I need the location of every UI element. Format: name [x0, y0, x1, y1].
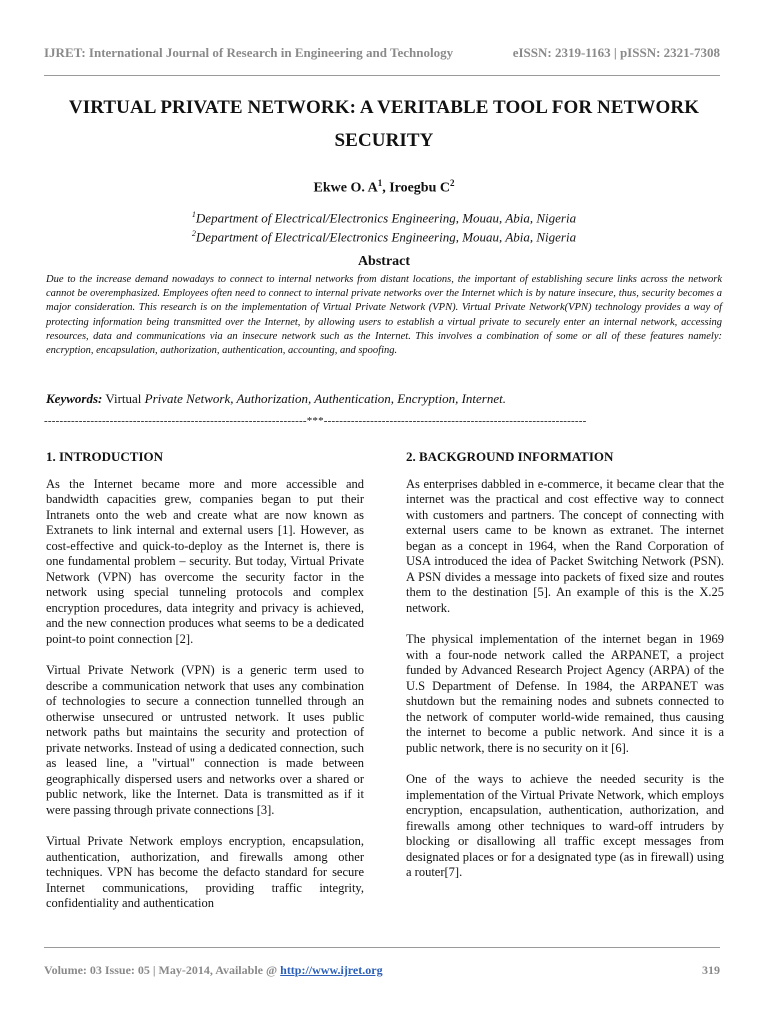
keywords-text-a: Virtual: [102, 391, 142, 406]
background-paragraph-3: One of the ways to achieve the needed security is the implementation of the Virtual Private Network, which employs encryption, encapsulation, authentication, authorization, and firewalls among other techniques to ward-off intruders by blocking or disallowing all traffic except messages from designated places or for a designated type (as in firewall) using a router[7].: [406, 772, 724, 879]
affiliation-1-sup: 1: [191, 210, 196, 219]
affiliation-2-text: Department of Electrical/Electronics Engineering, Mouau, Abia, Nigeria: [195, 229, 577, 245]
affiliation-1-text: Department of Electrical/Electronics Engineering, Mouau, Abia, Nigeria: [195, 210, 577, 226]
author-1-name: Ekwe O. A: [313, 180, 378, 196]
introduction-paragraph-3: Virtual Private Network employs encryption, encapsulation, authentication, authorization, and firewalls among other techniques. VPN has become the defacto standard for secure Internet communications, providing traffic integrity, confidentiality and authentication: [46, 834, 364, 910]
footer-volume: [44, 963, 383, 978]
left-column: [46, 449, 364, 928]
affiliation-1: [44, 207, 724, 226]
paper-title: VIRTUAL PRIVATE NETWORK: A VERITABLE TOOL FOR NETWORK SECURITY: [68, 97, 700, 151]
journal-name: IJRET: International Journal of Research in Engineering and Technology: [44, 45, 454, 60]
introduction-paragraph-1: As the Internet became more and more accessible and bandwidth capacities grew, companies began to put their Intranets onto the web and create what are now known as Extranets to link internal and external users [1]. However, as cost-effective and quick-to-deploy as the Internet is, there is one fundamental problem – security. But today, Virtual Private Network (VPN) has overcome the security factor in the network using special tunneling protocols and complex encryption procedures, data integrity and privacy is achieved, and the new connection produces what seems to be a dedicated point-to point connection [2].: [46, 476, 364, 646]
keywords-label: Keywords:: [46, 391, 103, 406]
footer-rule: [44, 947, 720, 948]
abstract-body: Due to the increase demand nowadays to connect to internal networks from distant locations, the important of establishing secure links across the network cannot be overemphasized. Employees often need to connect to internal private networks over the Internet which is by nature insecure, thus, security becomes a major consideration. This research is on the implementation of Virtual Private Network (VPN). Virtual Private Network(VPN) technology provides a way of protecting information being transmitted over the Internet, by allowing users to establish a virtual private to securely enter an internal network, accessing resources, data and communications via an insecure network such as the Internet. This involves a combination of some or all of these features namely: encryption, encapsulation, authorization, authentication, accounting, and spoofing.: [46, 274, 722, 357]
section-separator: --------------------------------------------------------------------***--------------------------------------------------------------------: [44, 415, 587, 427]
right-column: [406, 449, 724, 897]
page-number: 319: [702, 963, 720, 977]
running-header: [44, 45, 720, 61]
background-heading: 2. BACKGROUND INFORMATION: [406, 449, 614, 464]
affiliations: [44, 207, 724, 246]
author-line: [44, 178, 724, 197]
introduction-heading: 1. INTRODUCTION: [46, 449, 164, 464]
header-rule: [44, 75, 720, 76]
affiliation-2: [44, 226, 724, 245]
background-paragraph-1: As enterprises dabbled in e-commerce, it became clear that the internet was the practical and cost effective way to connect with customers and partners. The concept of connecting with external users came to be known as extranet. The internet began as a concept in 1964, when the Rand Corporation of USA introduced the idea of Packet Switching Network (PSN). A PSN divides a message into packets of fixed size and routes them to the destination [5]. An example of this is the X.25 network.: [406, 476, 724, 615]
background-paragraph-2: The physical implementation of the internet began in 1969 with a four-node network called the ARPANET, a project funded by Advanced Research Project Agency (ARPA) of the U.S Department of Defense. In 1984, the ARPANET was shutdown but the remaining nodes and subnets connected to the network of computer world-wide remained, thus causing the internet to become a public network. And since it is a public network, there is no security on it [6].: [406, 632, 724, 755]
keywords-line: [46, 391, 722, 407]
author-2-sup: 2: [450, 178, 455, 188]
running-footer: [44, 963, 720, 978]
author-separator: ,: [382, 180, 390, 196]
author-2-name: Iroegbu C: [389, 180, 450, 196]
introduction-paragraph-2: Virtual Private Network (VPN) is a generic term used to describe a communication network that uses any combination of technologies to secure a connection tunnelled through an otherwise unsecured or untrusted network. It uses public network paths but maintains the security and protection of private networks. Instead of using a dedicated connection, such as leased line, a "virtual" connection is made between geographically dispersed users and networks over a shared or public network, like the Internet. Data is transmitted as if it were passing through private connections [3].: [46, 663, 364, 817]
keywords-text-b: Private Network, Authorization, Authentication, Encryption, Internet.: [141, 391, 506, 406]
footer-volume-text: Volume: 03 Issue: 05 | May-2014, Available @: [44, 963, 281, 977]
affiliation-2-sup: 2: [191, 229, 196, 239]
issn-info: eISSN: 2319-1163 | pISSN: 2321-7308: [512, 45, 720, 60]
author-1-sup: 1: [377, 178, 383, 188]
journal-website-link[interactable]: http://www.ijret.org: [280, 963, 383, 977]
abstract-heading: Abstract: [357, 254, 411, 269]
